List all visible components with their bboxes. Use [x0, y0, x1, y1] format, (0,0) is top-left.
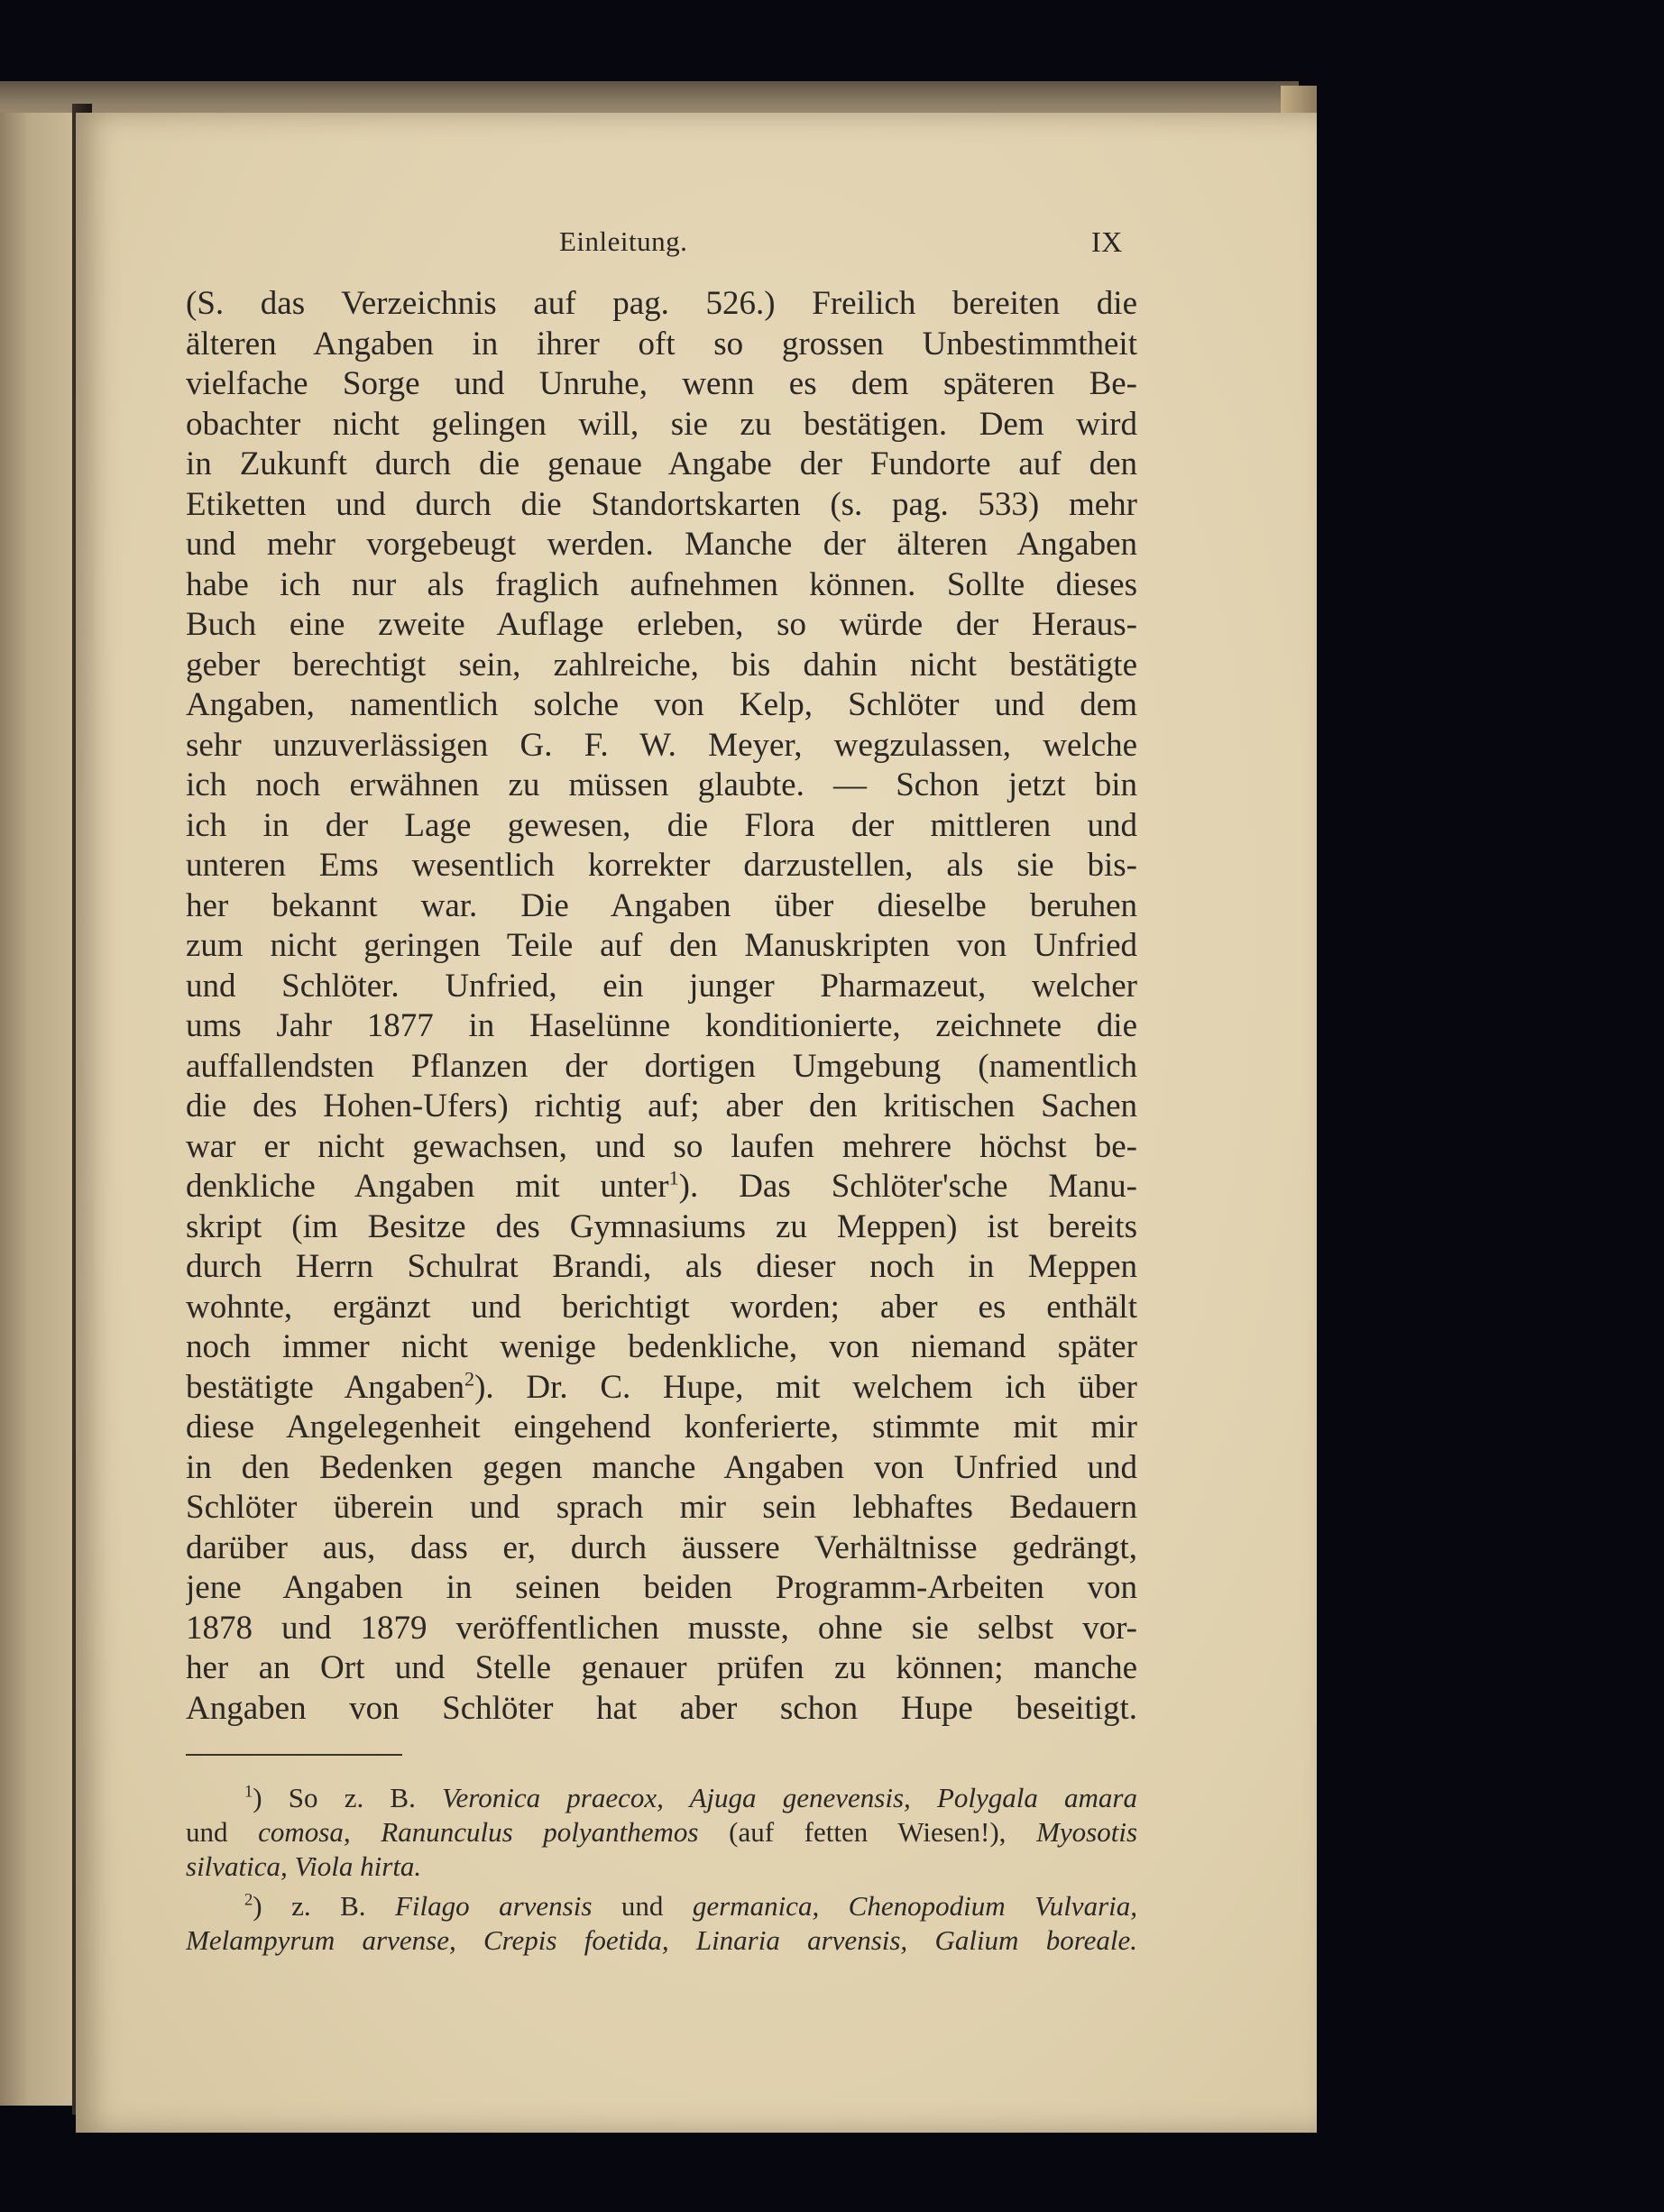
species-names: comosa, Ranunculus polyanthemos	[258, 1816, 699, 1848]
text-line: durch Herrn Schulrat Brandi, als dieser noch in Meppen	[186, 1248, 1137, 1285]
text-line: auffallendsten Pflanzen der dortigen Umgebung (namentlich	[186, 1047, 1137, 1085]
text-line: Schlöter überein und sprach mir sein lebhaftes Bedauern	[186, 1489, 1137, 1526]
footnotes	[186, 1781, 1137, 1958]
text-line: und Schlöter. Unfried, ein junger Pharmazeut, welcher	[186, 967, 1137, 1005]
text-line: Angaben von Schlöter hat aber schon Hupe beseitigt.	[186, 1689, 1137, 1727]
text-line: zum nicht geringen Teile auf den Manuskripten von Unfried	[186, 927, 1137, 964]
text-line: geber berechtigt sein, zahlreiche, bis dahin nicht bestätigte	[186, 646, 1137, 684]
footnote-line	[186, 1889, 1137, 1923]
text-line: älteren Angaben in ihrer oft so grossen Unbestimmtheit	[186, 325, 1137, 363]
text-segment: bestätigte Angaben	[186, 1368, 465, 1406]
text-line	[186, 1167, 1137, 1207]
text-line: her bekannt war. Die Angaben über dieselbe beruhen	[186, 886, 1137, 924]
text-segment: (auf fetten Wiesen!),	[698, 1816, 1037, 1848]
footnote-line	[186, 1815, 1137, 1849]
text-line: wohnte, ergänzt und berichtigt worden; aber es enthält	[186, 1288, 1137, 1326]
text-segment: denkliche Angaben mit unter	[186, 1168, 669, 1205]
text-line: Etiketten und durch die Standortskarten (s. pag. 533) mehr	[186, 485, 1137, 523]
text-segment: und	[592, 1890, 693, 1922]
text-line: 1878 und 1879 veröffentlichen musste, ohne sie selbst vor-	[186, 1609, 1137, 1647]
text-line: jene Angaben in seinen beiden Programm-Arbeiten von	[186, 1569, 1137, 1606]
text-line: in Zukunft durch die genaue Angabe der Fundorte auf den	[186, 445, 1137, 482]
footnote-line: silvatica, Viola hirta.	[186, 1850, 422, 1882]
text-segment: und	[186, 1816, 259, 1848]
species-names: Veronica praecox, Ajuga genevensis, Polygala amara	[442, 1782, 1137, 1813]
footnote-line	[186, 1781, 1137, 1815]
body-text	[186, 284, 1137, 1729]
text-line: in den Bedenken gegen manche Angaben von Unfried und	[186, 1448, 1137, 1486]
text-line: ums Jahr 1877 in Haselünne konditionierte, zeichnete die	[186, 1007, 1137, 1044]
footnote-mark: 1	[244, 1782, 253, 1802]
text-line: ich in der Lage gewesen, die Flora der mittleren und	[186, 806, 1137, 844]
footnote-mark: 1	[668, 1167, 679, 1189]
text-line: Buch eine zweite Auflage erleben, so würde der Heraus-	[186, 606, 1137, 643]
text-line: (S. das Verzeichnis auf pag. 526.) Freilich bereiten die	[186, 285, 1137, 322]
text-line	[186, 1368, 1137, 1409]
facing-page-edge	[0, 113, 76, 2106]
text-segment: ) So z. B.	[253, 1782, 443, 1813]
text-segment: ). Das Schlöter'sche Manu-	[678, 1168, 1137, 1205]
text-line: sehr unzuverlässigen G. F. W. Meyer, wegzulassen, welche	[186, 726, 1137, 764]
species-names: germanica, Chenopodium Vulvaria,	[692, 1890, 1137, 1922]
text-line: Angaben, namentlich solche von Kelp, Schlöter und dem	[186, 686, 1137, 723]
footnote-divider	[186, 1754, 402, 1756]
text-line: noch immer nicht wenige bedenkliche, von niemand später	[186, 1328, 1137, 1365]
text-line: und mehr vorgebeugt werden. Manche der älteren Angaben	[186, 526, 1137, 563]
species-names: Filago arvensis	[394, 1890, 593, 1922]
text-segment: ) z. B.	[253, 1890, 395, 1922]
footnote-line: Melampyrum arvense, Crepis foetida, Linaria arvensis, Galium boreale.	[186, 1924, 1137, 1956]
text-line: habe ich nur als fraglich aufnehmen können. Sollte dieses	[186, 565, 1137, 603]
page-number: IX	[1091, 225, 1123, 258]
text-line: war er nicht gewachsen, und so laufen mehrere höchst be-	[186, 1127, 1137, 1165]
text-line: diese Angelegenheit eingehend konferierte, stimmte mit mir	[186, 1409, 1137, 1446]
text-line: die des Hohen-Ufers) richtig auf; aber den kritischen Sachen	[186, 1088, 1137, 1124]
text-line: darüber aus, dass er, durch äussere Verhältnisse gedrängt,	[186, 1528, 1137, 1566]
text-line: skript (im Besitze des Gymnasiums zu Meppen) ist bereits	[186, 1207, 1137, 1245]
running-title: Einleitung.	[559, 225, 688, 257]
text-line: vielfache Sorge und Unruhe, wenn es dem späteren Be-	[186, 365, 1137, 402]
footnote-mark: 2	[244, 1890, 253, 1910]
species-names: Myosotis	[1036, 1816, 1137, 1848]
text-line: obachter nicht gelingen will, sie zu bestätigen. Dem wird	[186, 405, 1137, 443]
text-line: unteren Ems wesentlich korrekter darzustellen, als sie bis-	[186, 847, 1137, 884]
footnote-mark: 2	[464, 1367, 475, 1391]
text-segment: ). Dr. C. Hupe, mit welchem ich über	[474, 1368, 1137, 1406]
text-line: her an Ort und Stelle genauer prüfen zu können; manche	[186, 1649, 1137, 1686]
text-line: ich noch erwähnen zu müssen glaubte. — Schon jetzt bin	[186, 766, 1137, 803]
